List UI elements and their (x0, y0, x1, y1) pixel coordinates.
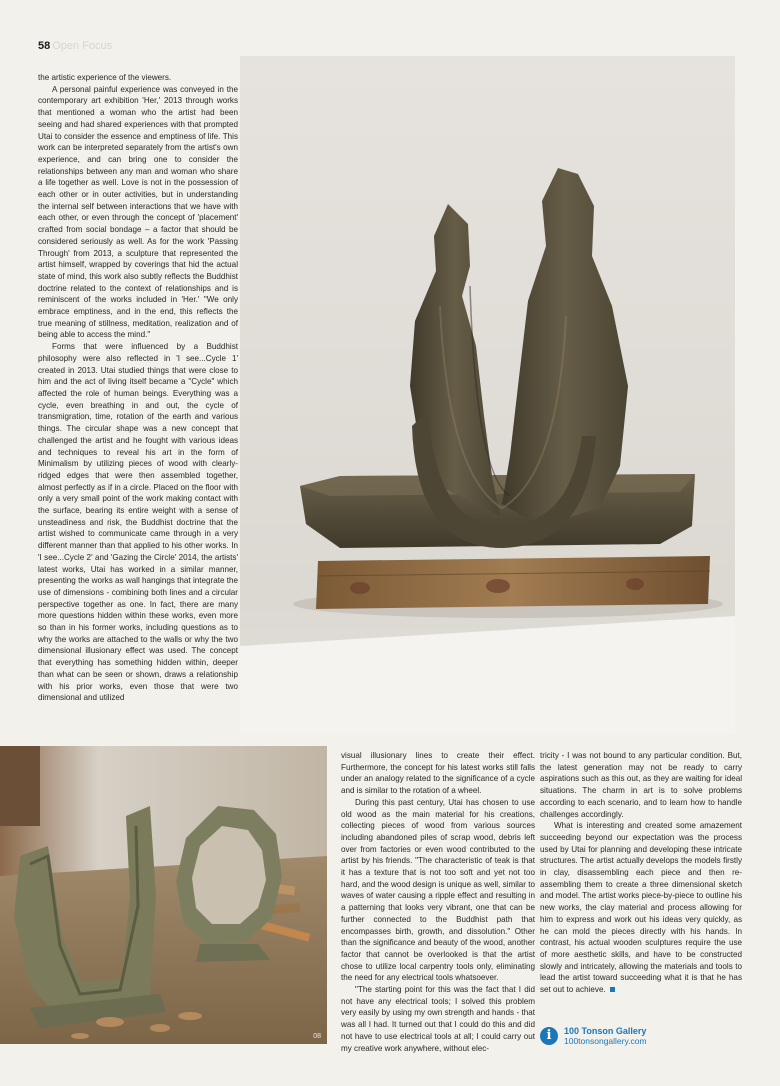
figure-number: 07 (719, 721, 727, 728)
figure-number: 08 (313, 1033, 321, 1040)
running-head: Open Focus (52, 40, 113, 52)
gallery-link[interactable]: 100tonsongallery.com (564, 1036, 647, 1046)
paragraph: tricity - I was not bound to any particular condition. But, the latest generation may not be ready to carry aspirations such as this out, as they are waiting for ideal situations. The charm in art is to solve problems according to each scenario, and to learn how to handle challenges accordingly. (540, 751, 742, 819)
clay-models-photo-08 (0, 746, 327, 1044)
paragraph: A personal painful experience was conveyed in the contemporary art exhibition 'Her,' 2013 through works that mentioned a woman who the artist had been seeing and had shared experiences with that prompted Utai to consider the essence and emptiness of life. This work can be interpreted separately from the artist's own experience, and can bring one to consider the relationships between any man and woman who share a life together as well. Love is not in the possession of each other or in outer activities, but in understanding the internal self between interactions that we have with each other, or even through the concept of 'placement' crafted from social bondage – a factor that should be considered seriously as well. As for the work 'Passing Through' from 2013, a sculpture that represented the artist himself, wrapped by coverings that hid the actual state of mind, this work also subtly reflects the Buddhist doctrine related to the context of relationships and is reminiscent of the works included in 'Her.' "We only embrace emptiness, and in the end, this reflects the true meaning of stillness, meditation, realization and of being able to access the mind." (38, 84, 238, 340)
gallery-footer (540, 1026, 647, 1046)
info-icon: i (540, 1027, 558, 1045)
end-mark (610, 987, 615, 992)
clay-models (0, 746, 327, 1044)
sculpture-photo-07 (240, 56, 735, 734)
paragraph: "The starting point for this was the fact that I did not have any electrical tools; I solved this problem very easily by using my own strength and hands - that was all I had. It turned out that I could do this and did not have to use electrical tools at all; I could carry out my creative work anywhere, without elec- (341, 985, 535, 1053)
paragraph: visual illusionary lines to create their effect. Furthermore, the concept for his latest works still falls under an analogy related to the significance of a cycle and is similar to the rotation of a wheel. (341, 751, 535, 796)
twin-figures-sculpture (240, 56, 735, 734)
article-column-2 (341, 750, 535, 1054)
paragraph: Forms that were influenced by a Buddhist philosophy were also reflected in 'I see...Cycle 1' created in 2013. Utai studied things that were close to him and the act of living itself became a "Cycle" which affected the role of human beings. Everything was a cycle, even breathing in and out, the cycle of transmigration, time, rotation of the earth and various things. The circular shape was a new concept that challenged the artist and he fought with various ideas and techniques to reveal his art in the form of Minimalism by utilizing pieces of wood with clearly-ridged edges that were then assembled together, almost perfectly as if in a circle. Placed on the floor with only a very small point of the work making contact with the surface, bearing its entire weight with a sense of unsteadiness and risk, the Buddhist doctrine that the artist wished to communicate came through in a very different manner than that applied to his other works. In 'I see...Cycle 2' and 'Gazing the Circle' 2014, the artists' latest works, Utai has worked in a similar manner, presenting the works as wall hangings that integrate the use of dimensions - combining both lines and a circular perspective together as one. In fact, there are many more questions hidden within these works, even more so than in his former works, including questions as to why the works are attached to the walls or why the two dimensional illusionary effect was used. The concept that everything has something hidden within, deeper than what can be seen or shown, draws a relationship with his prior works, even those that were two dimensional and utilized (38, 342, 238, 703)
paragraph: During this past century, Utai has chosen to use old wood as the main material for his creations, collecting pieces of wood from various sources including abandoned piles of scrap wood, debris left over from factories or even wood contributed to the artist by his friends. "The characteristic of teak is that it has a texture that is not too soft and yet not too hard, and the wood design is unique as well, similar to waves of water causing a ripple effect and resulting in a patterning that looks very vibrant, one that can be further connected to the Buddhist path that encompasses birth, growth, and dissolution." Other than the significance and beauty of the wood, another factor that cannot be overlooked is that the artist chose to utilize local carpentry tools only, eliminating the need for any electrical tools whatsoever. (341, 797, 535, 983)
paragraph: What is interesting and created some amazement succeeding beyond our expectation was the process used by Utai for planning and developing these intricate structures. The artist actually develops the models firstly in clay, disassembling each piece and then re-assembling them to create a three dimensional sketch and model. The artist works piece-by-piece to outline his new works, the clay material and process allowing for him to express and work out his ideas very quickly, as he can mold the pieces directly with his hands. In contrast, his actual wooden sculptures require the use of more aesthetic skills, and have to be constructed slowly and intricately, allowing the materials and tools to lead the artist toward succeeding what it is that he has set out to achieve. (540, 821, 742, 995)
article-column-1 (38, 72, 238, 704)
paragraph: the artistic experience of the viewers. (38, 73, 172, 82)
page-number: 58 Open Focus (38, 40, 113, 52)
gallery-name: 100 Tonson Gallery (564, 1026, 647, 1036)
article-column-3 (540, 750, 742, 996)
